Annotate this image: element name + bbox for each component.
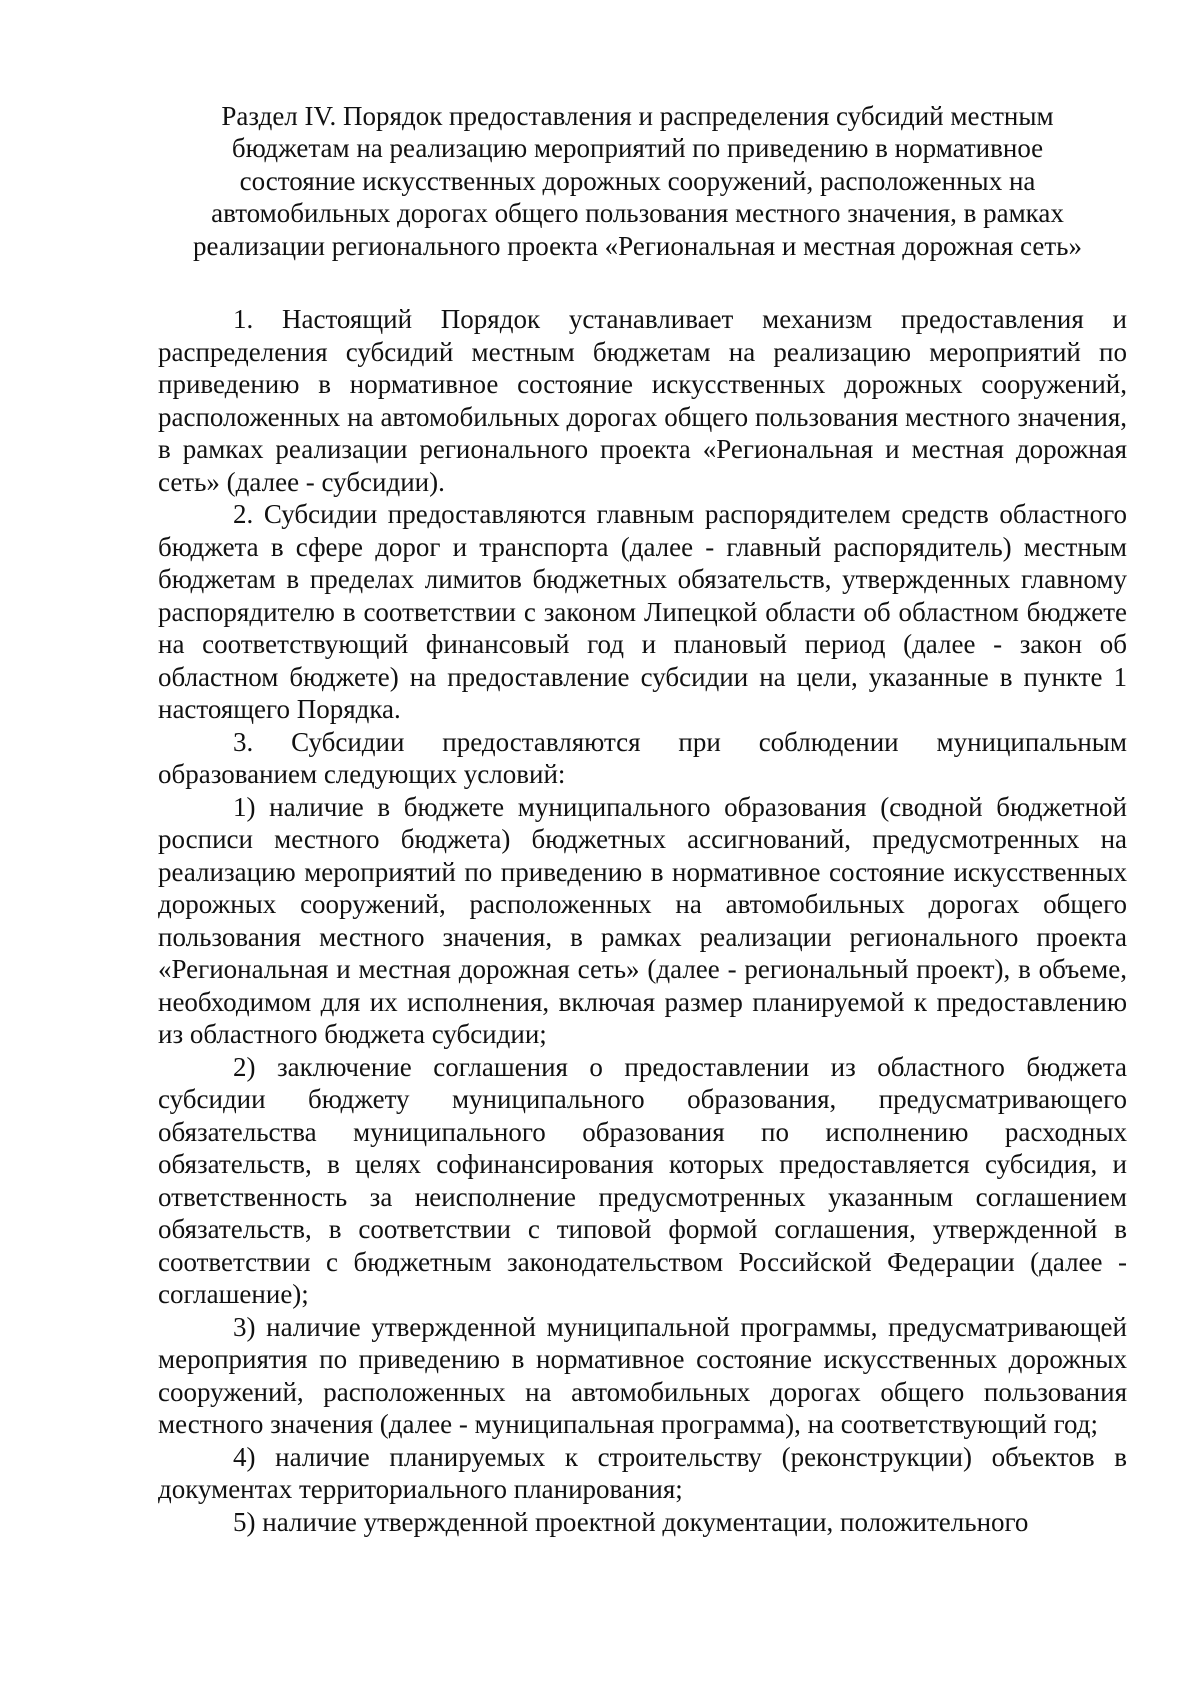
condition-4: 4) наличие планируемых к строительству (реконструкции) объектов в документах территориального планирования;: [158, 1441, 1127, 1504]
heading-line: реализации регионального проекта «Региональная и местная дорожная сеть»: [193, 230, 1082, 261]
heading-line: состояние искусственных дорожных сооружений, расположенных на: [239, 165, 1036, 196]
condition-2: 2) заключение соглашения о предоставлении из областного бюджета субсидии бюджету муниципального образования, предусматривающего обязательства муниципального образования по исполнению расходных обязательств, в целях софинансирования которых предоставляется субсидия, и ответственность за неисполнение предусмотренных указанным соглашением обязательств, в соответствии с типовой формой соглашения, утвержденной в соответствии с бюджетным законодательством Российской Федерации (далее - соглашение);: [158, 1051, 1127, 1309]
body-text: [158, 303, 1127, 1538]
heading-line: автомобильных дорогах общего пользования местного значения, в рамках: [211, 198, 1064, 229]
paragraph-3: 3. Субсидии предоставляются при соблюдении муниципальным образованием следующих условий:: [158, 726, 1127, 789]
condition-1: 1) наличие в бюджете муниципального образования (сводной бюджетной росписи местного бюджета) бюджетных ассигнований, предусмотренных на реализацию мероприятий по приведению в нормативное состояние искусственных дорожных сооружений, расположенных на автомобильных дорогах общего пользования местного значения, в рамках реализации регионального проекта «Региональная и местная дорожная сеть» (далее - региональный проект), в объеме, необходимом для их исполнения, включая размер планируемой к предоставлению из областного бюджета субсидии;: [158, 791, 1127, 1049]
paragraph-2: 2. Субсидии предоставляются главным распорядителем средств областного бюджета в сфере дорог и транспорта (далее - главный распорядитель) местным бюджетам в пределах лимитов бюджетных обязательств, утвержденных главному распорядителю в соответствии с законом Липецкой области об областном бюджете на соответствующий финансовый год и плановый период (далее - закон об областном бюджете) на предоставление субсидии на цели, указанные в пункте 1 настоящего Порядка.: [158, 499, 1127, 724]
condition-5: 5) наличие утвержденной проектной документации, положительного: [233, 1506, 1029, 1537]
paragraph-1: 1. Настоящий Порядок устанавливает механизм предоставления и распределения субсидий местным бюджетам на реализацию мероприятий по приведению в нормативное состояние искусственных дорожных сооружений, расположенных на автомобильных дорогах общего пользования местного значения, в рамках реализации регионального проекта «Региональная и местная дорожная сеть» (далее - субсидии).: [158, 304, 1127, 497]
heading-line: бюджетам на реализацию мероприятий по приведению в нормативное: [231, 133, 1044, 164]
heading-line: Раздел IV. Порядок предоставления и распределения субсидий местным: [221, 101, 1054, 131]
condition-3: 3) наличие утвержденной муниципальной программы, предусматривающей мероприятия по приведению в нормативное состояние искусственных дорожных сооружений, расположенных на автомобильных дорогах общего пользования местного значения (далее - муниципальная программа), на соответствующий год;: [158, 1311, 1127, 1439]
section-heading: [150, 100, 1125, 262]
